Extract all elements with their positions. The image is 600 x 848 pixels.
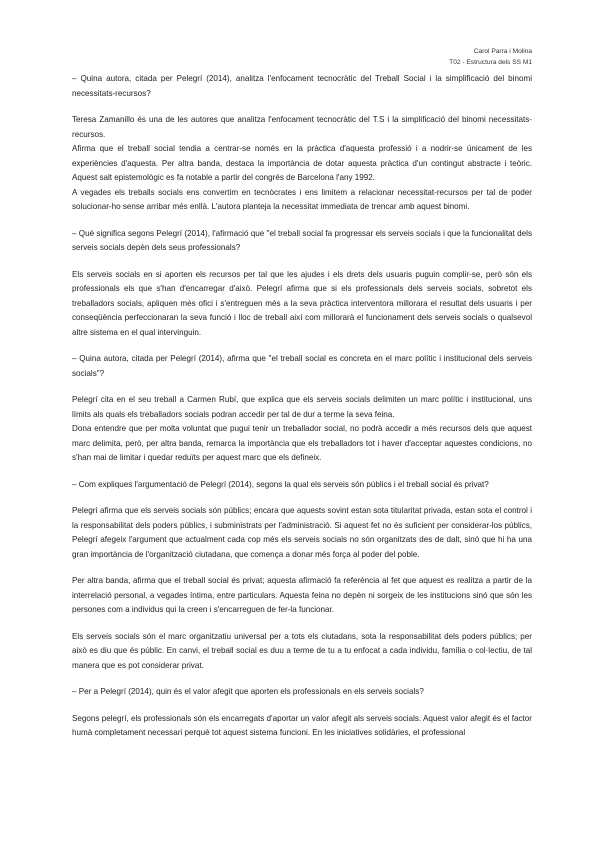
- answer-paragraph: [72, 574, 532, 618]
- answer-text: A vegades els treballs socials ens convertim en tecnòcrates i ens limitem a relacionar necessitat-recursos per tal de poder solucionar-ho sense arribar més enllà. L'autora planteja la necessitat immediata de trencar amb aquest binomi.: [72, 187, 532, 211]
- question-heading: – Per a Pelegrí (2014), quin és el valor afegit que aporten els professionals en els serveis socials?: [72, 687, 424, 696]
- answer-text: Pelegrí cita en el seu treball a Carmen Rubí, que explica que els serveis socials delimiten un marc polític i institucional, uns límits als quals els treballadors socials podran accedir per tal de dur a terme la seva feina.: [72, 395, 532, 419]
- answer-paragraph: [72, 268, 532, 341]
- answer-paragraph: [72, 712, 532, 741]
- header-course: T02 - Estructura dels SS M1: [449, 59, 532, 66]
- answer-paragraph: [72, 113, 532, 215]
- question-heading: – Quina autora, citada per Pelegrí (2014), analitza l'enfocament tecnocràtic del Treball Social i la simplificació del binomi necessitats-recursos?: [72, 74, 532, 98]
- page-header: [449, 46, 532, 68]
- answer-text: Pelegrí afirma que els serveis socials són públics; encara que aquests sovint estan sota titularitat privada, estan sota el control i la responsabilitat dels poders públics, i subministrats per l'administració. Si aquest fet no és suficient per considerar-los públics, Pelegrí afegeix l'argument que actualment cada cop més els serveis socials no són organitzats des de dalt, sinó que hi ha una gran importància de l'organització ciutadana, que comença a donar més força al poder del poble.: [72, 506, 532, 559]
- answer-text: Per altra banda, afirma que el treball social és privat; aquesta afirmació fa referència al fet que aquest es realitza a partir de la interrelació personal, a vegades íntima, entre particulars. Aquesta feina no depèn ni sorgeix de les institucions sinó que són les persones com a individus qui la creen i s'encarreguen de fer-la funcionar.: [72, 576, 532, 614]
- answer-text: Segons pelegrí, els professionals són els encarregats d'aportar un valor afegit als serveis socials. Aquest valor afegit és el factor humà completament necessari perquè tot aquest sistema funcioni. En les iniciatives solidàries, el professional: [72, 713, 532, 737]
- answer-text: Teresa Zamanillo és una de les autores que analitza l'enfocament tecnocràtic del T.S i la simplificació del binomi necessitats-recursos.: [72, 115, 532, 139]
- answer-text: Dona entendre que per molta voluntat que pugui tenir un treballador social, no podrà accedir a més recursos dels que aquest marc delimita, però, per altra banda, remarca la importància que els treballadors tot i haver d'acceptar aquestes condicions, no s'han mai de limitar i quedar reduïts per aquest marc que els defineix.: [72, 424, 532, 462]
- question-heading: – Què significa segons Pelegrí (2014), l'afirmació que "el treball social fa progressar els serveis socials i que la funcionalitat dels serveis socials depèn dels seus professionals?: [72, 228, 532, 252]
- answer-paragraph: [72, 393, 532, 466]
- answer-text: Afirma que el treball social tendia a centrar-se només en la pràctica d'aquesta professió i a nodrir-se únicament de les experiències d'aquesta. Per altra banda, destaca la importància de dotar aquesta pràctica d'un contingut abstracte i teòric. Aquest salt epistemològic es fa notable a partir del congrés de Barcelona l'any 1992.: [72, 144, 532, 182]
- header-author: Carol Parra i Molina: [473, 48, 532, 55]
- question-heading: – Quina autora, citada per Pelegrí (2014), afirma que "el treball social es concreta en el marc polític i institucional dels serveis socials"?: [72, 354, 532, 378]
- answer-paragraph: [72, 630, 532, 674]
- answer-text: Els serveis socials en si aporten els recursos per tal que les ajudes i els drets dels usuaris puguin complir-se, però són els professionals els que s'han d'encarregar d'això. Pelegrí afirma que si els professionals dels serveis socials, sobretot els treballadors socials, apliquen més ofici i s'entreguen més a la seva pràctica interventora millorara el resultat dels usuaris i per conseqüència perfeccionaran la seva funció i lloc de treball així com millorarà el funcionament dels serveis socials o qualsevol altre sistema en el qual intervinguin.: [72, 269, 532, 337]
- document-body: [72, 72, 532, 753]
- question-heading: – Com expliques l'argumentació de Pelegrí (2014), segons la qual els serveis són públics i el treball social és privat?: [72, 479, 489, 489]
- answer-paragraph: [72, 504, 532, 562]
- answer-text: Els serveis socials són el marc organitzatiu universal per a tots els ciutadans, sota la responsabilitat dels poders públics; per això es diu que és públic. En canvi, el treball social es duu a terme de tu a tu enfocat a cada individu, família o col·lectiu, de tal manera que es pot considerar privat.: [72, 631, 532, 670]
